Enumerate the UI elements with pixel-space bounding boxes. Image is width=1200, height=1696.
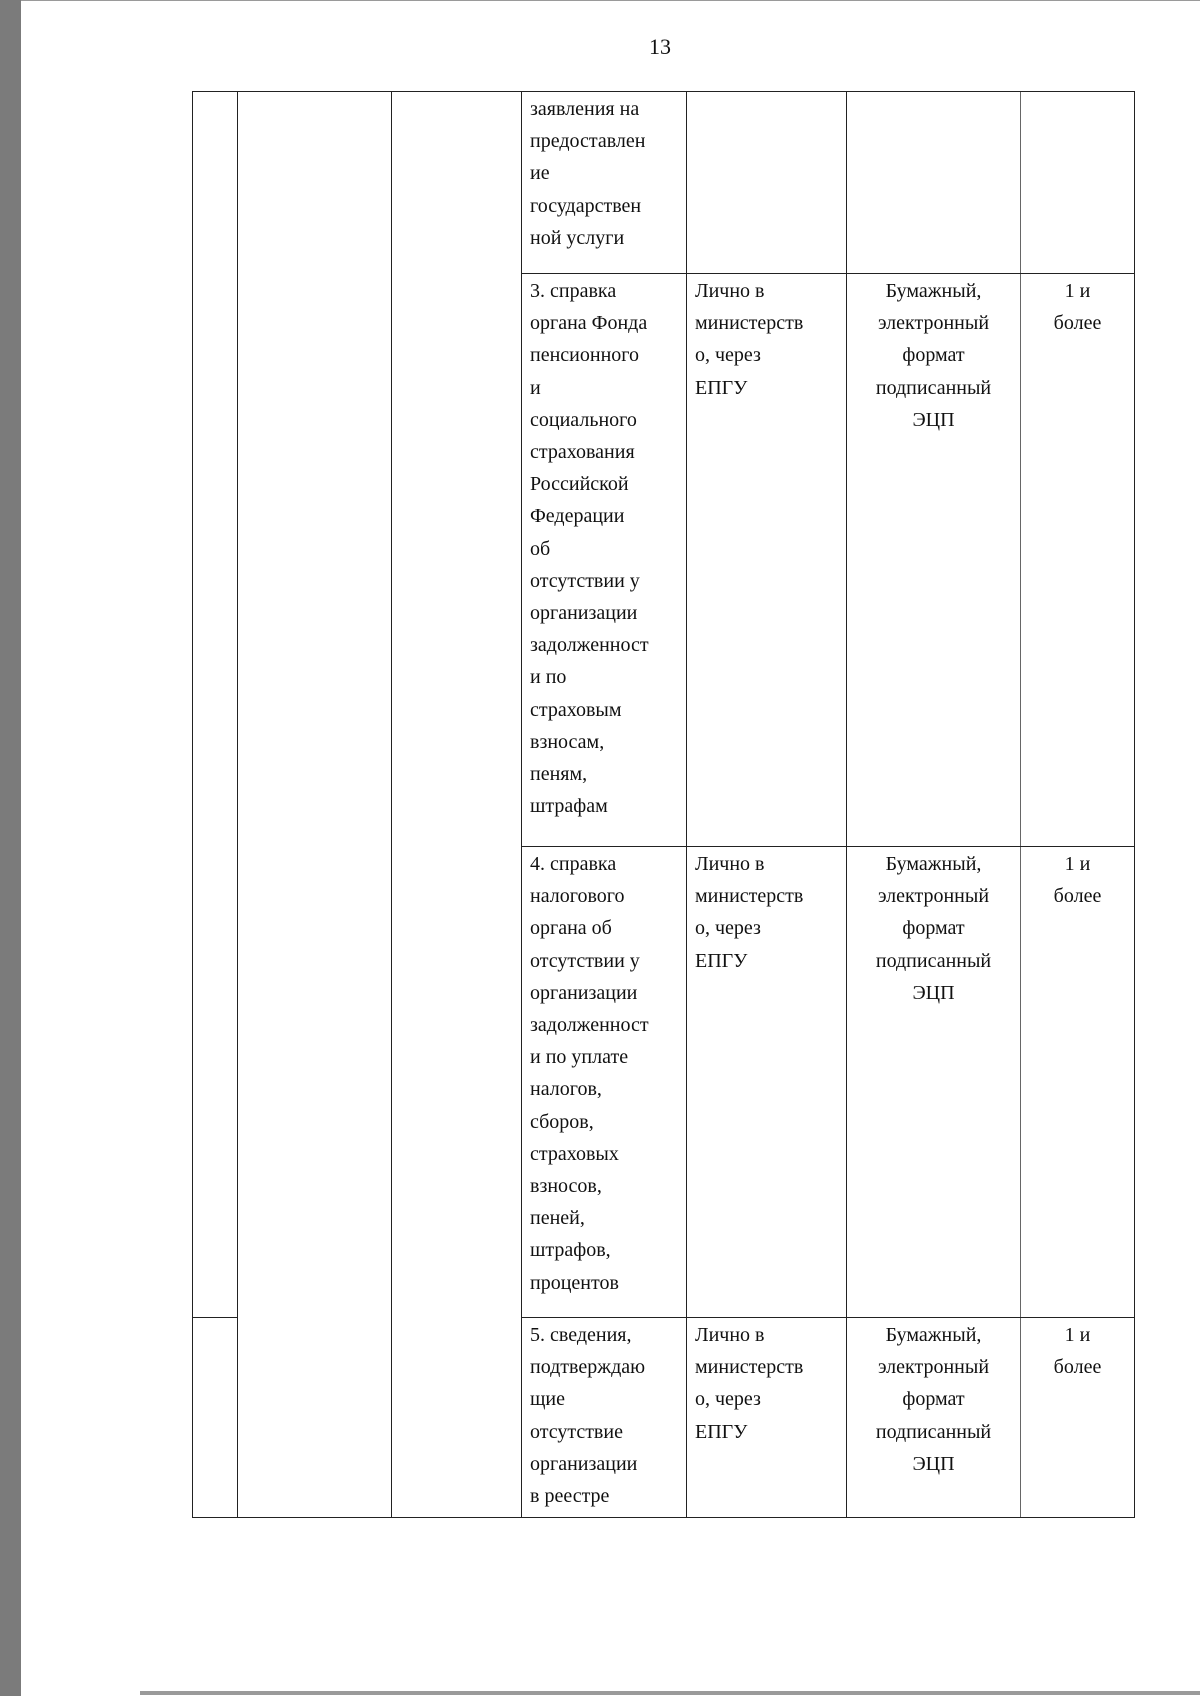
row-2-method: Лично в министерств о, через ЕПГУ xyxy=(695,280,804,399)
row-3-format: Бумажный, электронный формат подписанный ЭЦП xyxy=(875,853,992,1004)
row-4-document: 5. сведения, подтверждаю щие отсутствие организации в реестре xyxy=(530,1324,646,1508)
row-1-document: заявления на предоставлен ие государствен ной услуги xyxy=(530,98,646,249)
table-border-bottom xyxy=(192,1517,1135,1518)
row-2-quantity: 1 и более xyxy=(1053,280,1102,335)
first-column-divider xyxy=(192,1317,237,1318)
scan-top-edge xyxy=(21,0,1200,1)
page-number: 13 xyxy=(649,34,671,59)
row-4-quantity: 1 и более xyxy=(1053,1324,1102,1379)
column-divider-4 xyxy=(686,91,687,1518)
row-4-method: Лично в министерств о, через ЕПГУ xyxy=(695,1324,804,1443)
row-3-method: Лично в министерств о, через ЕПГУ xyxy=(695,853,804,972)
row-divider-2 xyxy=(521,846,1135,847)
column-divider-1 xyxy=(237,91,238,1518)
table-border-left xyxy=(192,91,193,1518)
scan-bottom-edge xyxy=(140,1691,1200,1695)
column-divider-3 xyxy=(521,91,522,1518)
row-4-format: Бумажный, электронный формат подписанный ЭЦП xyxy=(875,1324,992,1475)
row-divider-1 xyxy=(521,273,1135,274)
document-table xyxy=(192,91,1135,1518)
row-divider-3 xyxy=(521,1317,1135,1318)
row-3-quantity: 1 и более xyxy=(1053,853,1102,908)
row-2-document: 3. справка органа Фонда пенсионного и социального страхования Российской Федерации об отсутствии у организации задолженност и по страховым взносам, пеням, штрафам xyxy=(530,280,649,818)
table-border-right xyxy=(1134,91,1135,1518)
scan-left-margin xyxy=(0,0,21,1696)
column-divider-2 xyxy=(391,91,392,1518)
table-border-top xyxy=(192,91,1135,92)
row-3-document: 4. справка налогового органа об отсутствии у организации задолженност и по уплате налогов, сборов, страховых взносов, пеней, штрафов, процентов xyxy=(530,853,649,1294)
row-2-format: Бумажный, электронный формат подписанный ЭЦП xyxy=(875,280,992,431)
